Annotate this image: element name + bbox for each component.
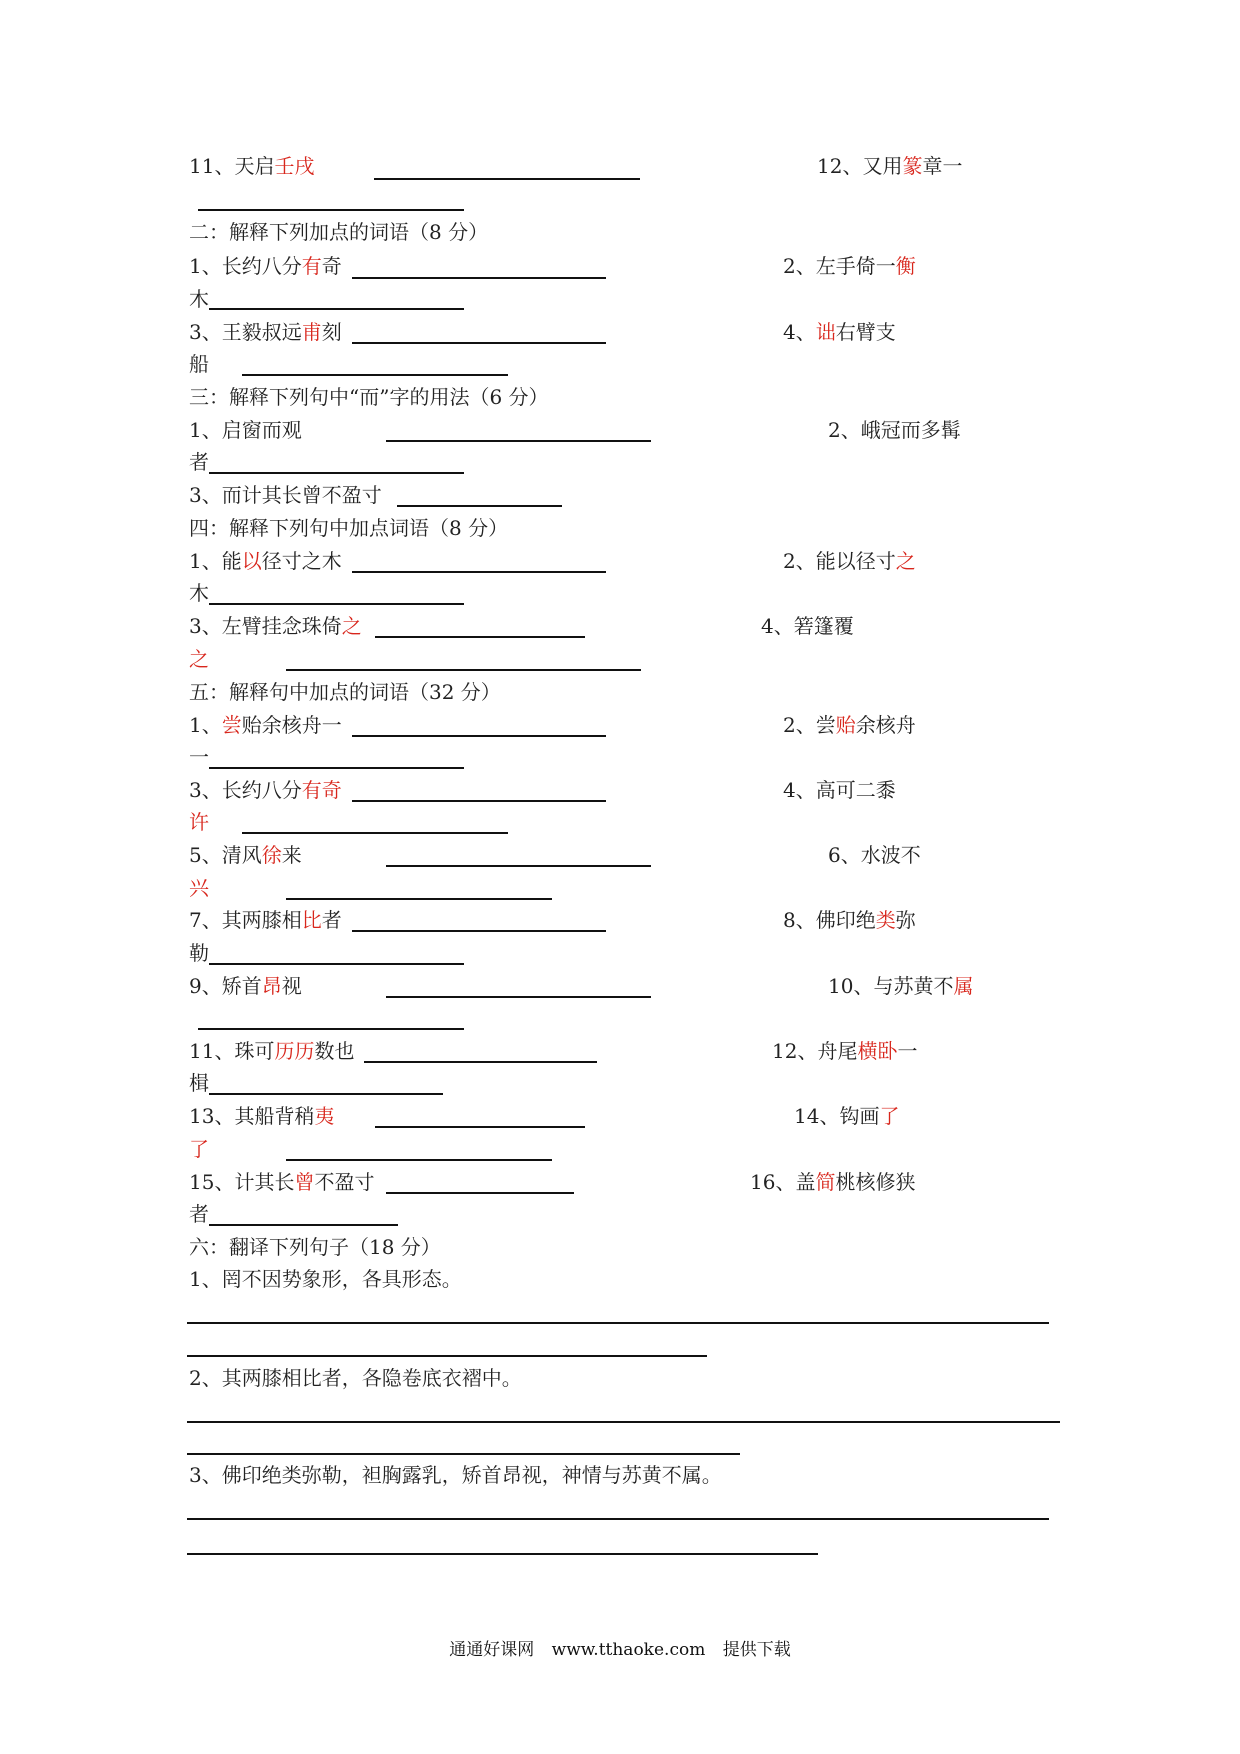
q5-4 (783, 776, 896, 804)
highlighted-word: 有 (301, 254, 322, 278)
q2-4-cont (189, 350, 209, 378)
line-text: 一 (897, 1039, 918, 1063)
line-text: 木 (189, 581, 209, 605)
line-text: 勒 (189, 941, 209, 965)
answer-blank[interactable] (397, 505, 562, 507)
q5-16-cont (189, 1200, 209, 1228)
footer-note: 提供下载 (722, 1640, 791, 1660)
highlighted-word: 以 (241, 549, 262, 573)
line-text: 不盈寸 (314, 1170, 375, 1194)
line-text: 视 (281, 974, 302, 998)
answer-blank[interactable] (386, 1192, 574, 1194)
section-4-heading (189, 514, 508, 542)
highlighted-word: 夷 (314, 1104, 335, 1128)
line-text: 4、 (783, 320, 816, 344)
line-text: 3、长约八分 (189, 778, 302, 802)
section-5-heading (189, 678, 501, 706)
q5-15 (189, 1168, 374, 1196)
line-text: 11、天启 (189, 154, 275, 178)
highlighted-word: 曾 (294, 1170, 315, 1194)
line-text: 2、峨冠而多髯 (828, 418, 961, 442)
line-text: 11、珠可 (189, 1039, 275, 1063)
line-text: 来 (281, 843, 302, 867)
line-text: 数也 (314, 1039, 355, 1063)
highlighted-word: 了 (879, 1104, 900, 1128)
line-text: 三：解释下列句中“而”字的用法（6 分） (189, 385, 549, 409)
highlighted-word: 衡 (895, 254, 916, 278)
q5-11 (189, 1037, 354, 1065)
line-text: 者 (189, 1202, 209, 1226)
line-text: 8、佛印绝 (783, 908, 876, 932)
footer-url[interactable]: www.tthaoke.com (551, 1640, 706, 1660)
q4-2 (783, 547, 916, 575)
highlighted-word: 壬戌 (274, 154, 315, 178)
answer-blank[interactable] (209, 603, 464, 605)
q3-2-cont (189, 448, 209, 476)
line-text: 1、启窗而观 (189, 418, 302, 442)
section-3-heading (189, 383, 549, 411)
line-text: 船 (189, 352, 209, 376)
q5-14-cont (189, 1135, 209, 1163)
line-text: 右臂支 (835, 320, 896, 344)
answer-blank[interactable] (352, 342, 606, 344)
q2-2 (783, 252, 916, 280)
answer-blank[interactable] (352, 735, 606, 737)
q5-7 (189, 906, 342, 934)
line-text: 1、长约八分 (189, 254, 302, 278)
answer-blank[interactable] (352, 930, 606, 932)
highlighted-word: 许 (189, 810, 209, 834)
q6-1 (189, 1265, 462, 1293)
answer-blank[interactable] (209, 472, 464, 474)
answer-blank[interactable] (198, 209, 464, 211)
q4-2-cont (189, 579, 209, 607)
highlighted-word: 篆 (902, 154, 923, 178)
answer-blank[interactable] (375, 1126, 585, 1128)
highlighted-word: 有奇 (301, 778, 342, 802)
answer-blank[interactable] (209, 963, 464, 965)
footer-site-name: 通通好课网 (449, 1640, 535, 1660)
line-text: 四：解释下列句中加点词语（8 分） (189, 516, 509, 540)
answer-blank[interactable] (386, 440, 651, 442)
highlighted-word: 类 (875, 908, 896, 932)
answer-blank[interactable] (286, 669, 641, 671)
q3-1 (189, 416, 302, 444)
answer-blank[interactable] (209, 1224, 398, 1226)
line-text: 16、盖 (750, 1170, 816, 1194)
q5-8 (783, 906, 916, 934)
line-text: 者 (189, 450, 209, 474)
translation-blank[interactable] (187, 1453, 740, 1455)
q4-4 (761, 612, 854, 640)
line-text: 7、其两膝相 (189, 908, 302, 932)
line-text: 2、左手倚一 (783, 254, 896, 278)
q5-3 (189, 776, 342, 804)
q2-3 (189, 318, 342, 346)
q5-2-cont (189, 743, 209, 771)
highlighted-word: 之 (341, 614, 362, 638)
line-text: 4、高可二黍 (783, 778, 896, 802)
line-text: 章一 (922, 154, 963, 178)
q5-12 (772, 1037, 917, 1065)
answer-blank[interactable] (209, 308, 464, 310)
answer-blank[interactable] (209, 1093, 443, 1095)
answer-blank[interactable] (386, 865, 651, 867)
q5-8-cont (189, 939, 209, 967)
line-text: 木 (189, 287, 209, 311)
q5-5 (189, 841, 302, 869)
q5-1 (189, 711, 342, 739)
line-text: 6、水波不 (828, 843, 921, 867)
highlighted-word: 昂 (261, 974, 282, 998)
line-text: 1、 (189, 713, 222, 737)
q6-2 (189, 1364, 522, 1392)
line-text: 15、计其长 (189, 1170, 295, 1194)
q2-2-cont (189, 285, 209, 313)
q4-1 (189, 547, 342, 575)
answer-blank[interactable] (198, 1028, 464, 1030)
translation-blank[interactable] (187, 1421, 1060, 1423)
line-text: 3、佛印绝类弥勒，袒胸露乳，矫首昂视，神情与苏黄不属。 (189, 1463, 722, 1487)
highlighted-word: 之 (895, 549, 916, 573)
question-12 (817, 152, 962, 180)
q3-2 (828, 416, 961, 444)
answer-blank[interactable] (286, 898, 552, 900)
answer-blank[interactable] (364, 1061, 597, 1063)
line-text: 一 (189, 745, 209, 769)
answer-blank[interactable] (209, 767, 464, 769)
line-text: 五：解释句中加点的词语（32 分） (189, 680, 501, 704)
answer-blank[interactable] (286, 1159, 552, 1161)
answer-blank[interactable] (374, 178, 640, 180)
highlighted-word: 横卧 (857, 1039, 898, 1063)
q5-4-cont (189, 808, 209, 836)
translation-blank[interactable] (187, 1322, 1049, 1324)
section-2-heading (189, 218, 488, 246)
highlighted-word: 诎 (815, 320, 836, 344)
q3-3 (189, 481, 382, 509)
answer-blank[interactable] (375, 636, 585, 638)
line-text: 刻 (321, 320, 342, 344)
line-text: 2、尝 (783, 713, 836, 737)
highlighted-word: 简 (815, 1170, 836, 1194)
line-text: 13、其船背稍 (189, 1104, 315, 1128)
line-text: 3、王毅叔远 (189, 320, 302, 344)
line-text: 者 (321, 908, 342, 932)
line-text: 奇 (321, 254, 342, 278)
highlighted-word: 之 (189, 647, 209, 671)
answer-blank[interactable] (352, 800, 606, 802)
highlighted-word: 属 (953, 974, 974, 998)
line-text: 12、又用 (817, 154, 903, 178)
answer-blank[interactable] (386, 996, 651, 998)
q5-6-cont (189, 874, 209, 902)
highlighted-word: 比 (301, 908, 322, 932)
line-text: 9、矫首 (189, 974, 262, 998)
q5-2 (783, 711, 916, 739)
q2-4 (783, 318, 896, 346)
q2-1 (189, 252, 342, 280)
line-text: 4、箬篷覆 (761, 614, 854, 638)
translation-blank[interactable] (187, 1518, 1049, 1520)
translation-blank[interactable] (187, 1355, 707, 1357)
answer-blank[interactable] (352, 277, 606, 279)
q4-3 (189, 612, 362, 640)
line-text: 10、与苏黄不 (828, 974, 954, 998)
translation-blank[interactable] (187, 1553, 818, 1555)
line-text: 12、舟尾 (772, 1039, 858, 1063)
line-text: 楫 (189, 1071, 209, 1095)
q5-14 (794, 1102, 899, 1130)
q5-10 (828, 972, 973, 1000)
line-text: 六：翻译下列句子（18 分） (189, 1235, 441, 1259)
line-text: 3、左臂挂念珠倚 (189, 614, 342, 638)
answer-blank[interactable] (242, 832, 508, 834)
highlighted-word: 徐 (261, 843, 282, 867)
answer-blank[interactable] (352, 571, 606, 573)
highlighted-word: 兴 (189, 876, 209, 900)
line-text: 3、而计其长曾不盈寸 (189, 483, 382, 507)
q5-9 (189, 972, 302, 1000)
line-text: 2、能以径寸 (783, 549, 896, 573)
highlighted-word: 甫 (301, 320, 322, 344)
page-footer (0, 1638, 1240, 1662)
q5-6 (828, 841, 921, 869)
highlighted-word: 尝 (221, 713, 242, 737)
line-text: 桃核修狭 (835, 1170, 916, 1194)
q4-4-cont (189, 645, 209, 673)
section-6-heading (189, 1233, 441, 1261)
line-text: 二：解释下列加点的词语（8 分） (189, 220, 489, 244)
highlighted-word: 历历 (274, 1039, 315, 1063)
line-text: 余核舟 (855, 713, 916, 737)
q5-13 (189, 1102, 334, 1130)
line-text: 1、能 (189, 549, 242, 573)
line-text: 5、清风 (189, 843, 262, 867)
question-11 (189, 152, 314, 180)
line-text: 14、钩画 (794, 1104, 880, 1128)
line-text: 径寸之木 (261, 549, 342, 573)
line-text: 贻余核舟一 (241, 713, 342, 737)
q6-3 (189, 1461, 722, 1489)
answer-blank[interactable] (242, 374, 508, 376)
line-text: 弥 (895, 908, 916, 932)
highlighted-word: 了 (189, 1137, 209, 1161)
q5-16 (750, 1168, 915, 1196)
highlighted-word: 贻 (835, 713, 856, 737)
q5-12-cont (189, 1069, 209, 1097)
line-text: 2、其两膝相比者，各隐卷底衣褶中。 (189, 1366, 522, 1390)
line-text: 1、罔不因势象形，各具形态。 (189, 1267, 462, 1291)
